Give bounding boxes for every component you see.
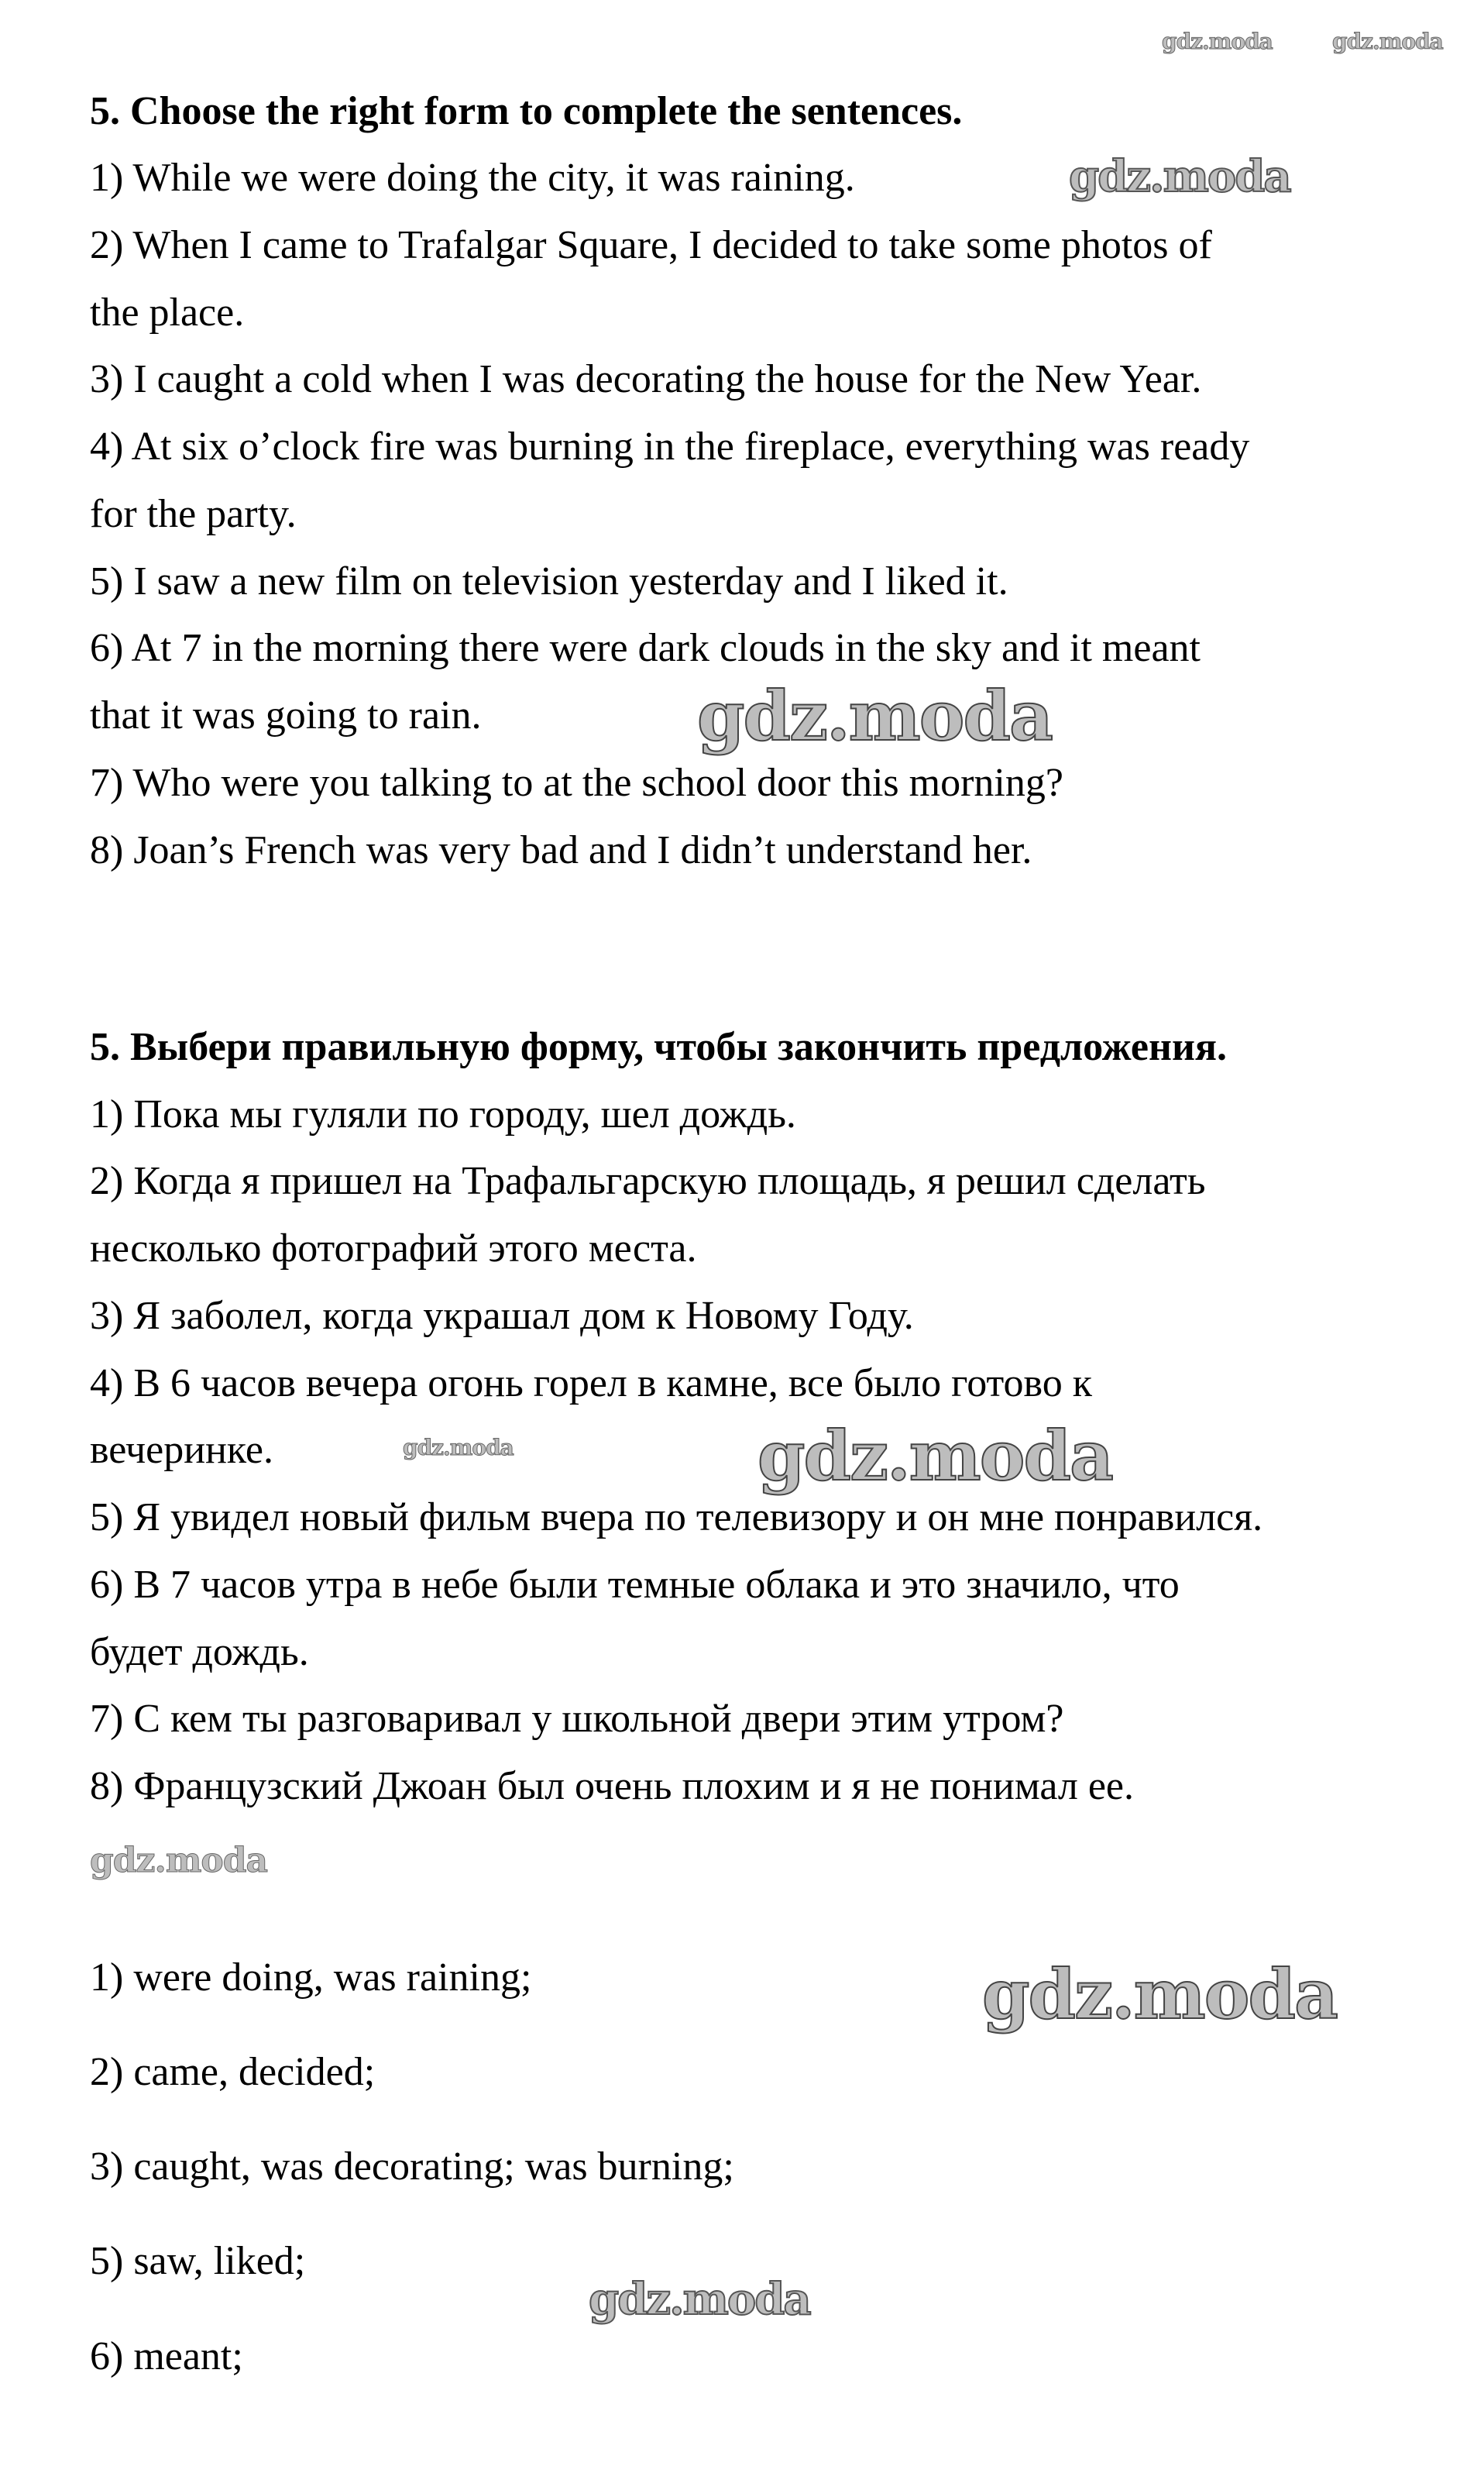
sentence-line: 8) Joan’s French was very bad and I didn’t understand her.	[90, 828, 1032, 872]
sentence-line: 2) Когда я пришел на Трафальгарскую площадь, я решил сделать	[90, 1159, 1206, 1203]
sentence-line: 4) At six o’clock fire was burning in the fireplace, everything was ready	[90, 425, 1250, 469]
answer-line: 2) came, decided;	[90, 2050, 376, 2094]
sentence-line: 8) Французский Джоан был очень плохим и я не понимал ее.	[90, 1764, 1135, 1808]
sentence-line: 5) Я увидел новый фильм вчера по телевизору и он мне понравился.	[90, 1495, 1263, 1539]
sentence-line: 5) I saw a new film on television yesterday and I liked it.	[90, 559, 1008, 604]
answer-line: 6) meant;	[90, 2334, 243, 2378]
sentence-line: 6) At 7 in the morning there were dark clouds in the sky and it meant	[90, 626, 1201, 670]
answer-line: 3) caught, was decorating; was burning;	[90, 2144, 734, 2189]
watermark: gdz.moda	[90, 1841, 268, 1880]
sentence-line: вечеринке.	[90, 1428, 273, 1472]
sentence-line: 1) Пока мы гуляли по городу, шел дождь.	[90, 1092, 796, 1137]
watermark: gdz.moda	[1162, 29, 1273, 54]
watermark: gdz.moda	[589, 2274, 810, 2325]
sentence-line: 3) I caught a cold when I was decorating the house for the New Year.	[90, 357, 1202, 401]
sentence-line: будет дождь.	[90, 1630, 309, 1674]
sentence-line: 6) В 7 часов утра в небе были темные облака и это значило, что	[90, 1563, 1180, 1607]
sentence-line: 1) While we were doing the city, it was raining.	[90, 156, 855, 200]
answer-line: 1) were doing, was raining;	[90, 1955, 532, 2000]
sentence-line: for the party.	[90, 492, 297, 536]
answer-line: 5) saw, liked;	[90, 2239, 306, 2283]
watermark: gdz.moda	[1069, 151, 1290, 202]
watermark: gdz.moda	[1332, 29, 1443, 54]
sentence-line: несколько фотографий этого места.	[90, 1226, 697, 1271]
watermark: gdz.moda	[982, 1954, 1338, 2034]
exercise-title-en: 5. Choose the right form to complete the sentences.	[90, 89, 963, 133]
sentence-line: 7) Who were you talking to at the school door this morning?	[90, 761, 1063, 805]
sentence-line: the place.	[90, 291, 245, 335]
sentence-line: 3) Я заболел, когда украшал дом к Новому Году.	[90, 1294, 914, 1338]
sentence-line: that it was going to rain.	[90, 693, 482, 738]
watermark: gdz.moda	[403, 1435, 514, 1460]
watermark: gdz.moda	[757, 1415, 1113, 1496]
sentence-line: 7) С кем ты разговаривал у школьной двери этим утром?	[90, 1697, 1064, 1741]
sentence-line: 4) В 6 часов вечера огонь горел в камне, все было готово к	[90, 1361, 1093, 1405]
watermark: gdz.moda	[697, 676, 1053, 756]
exercise-title-ru: 5. Выбери правильную форму, чтобы закончить предложения.	[90, 1025, 1228, 1069]
sentence-line: 2) When I came to Trafalgar Square, I decided to take some photos of	[90, 223, 1212, 267]
